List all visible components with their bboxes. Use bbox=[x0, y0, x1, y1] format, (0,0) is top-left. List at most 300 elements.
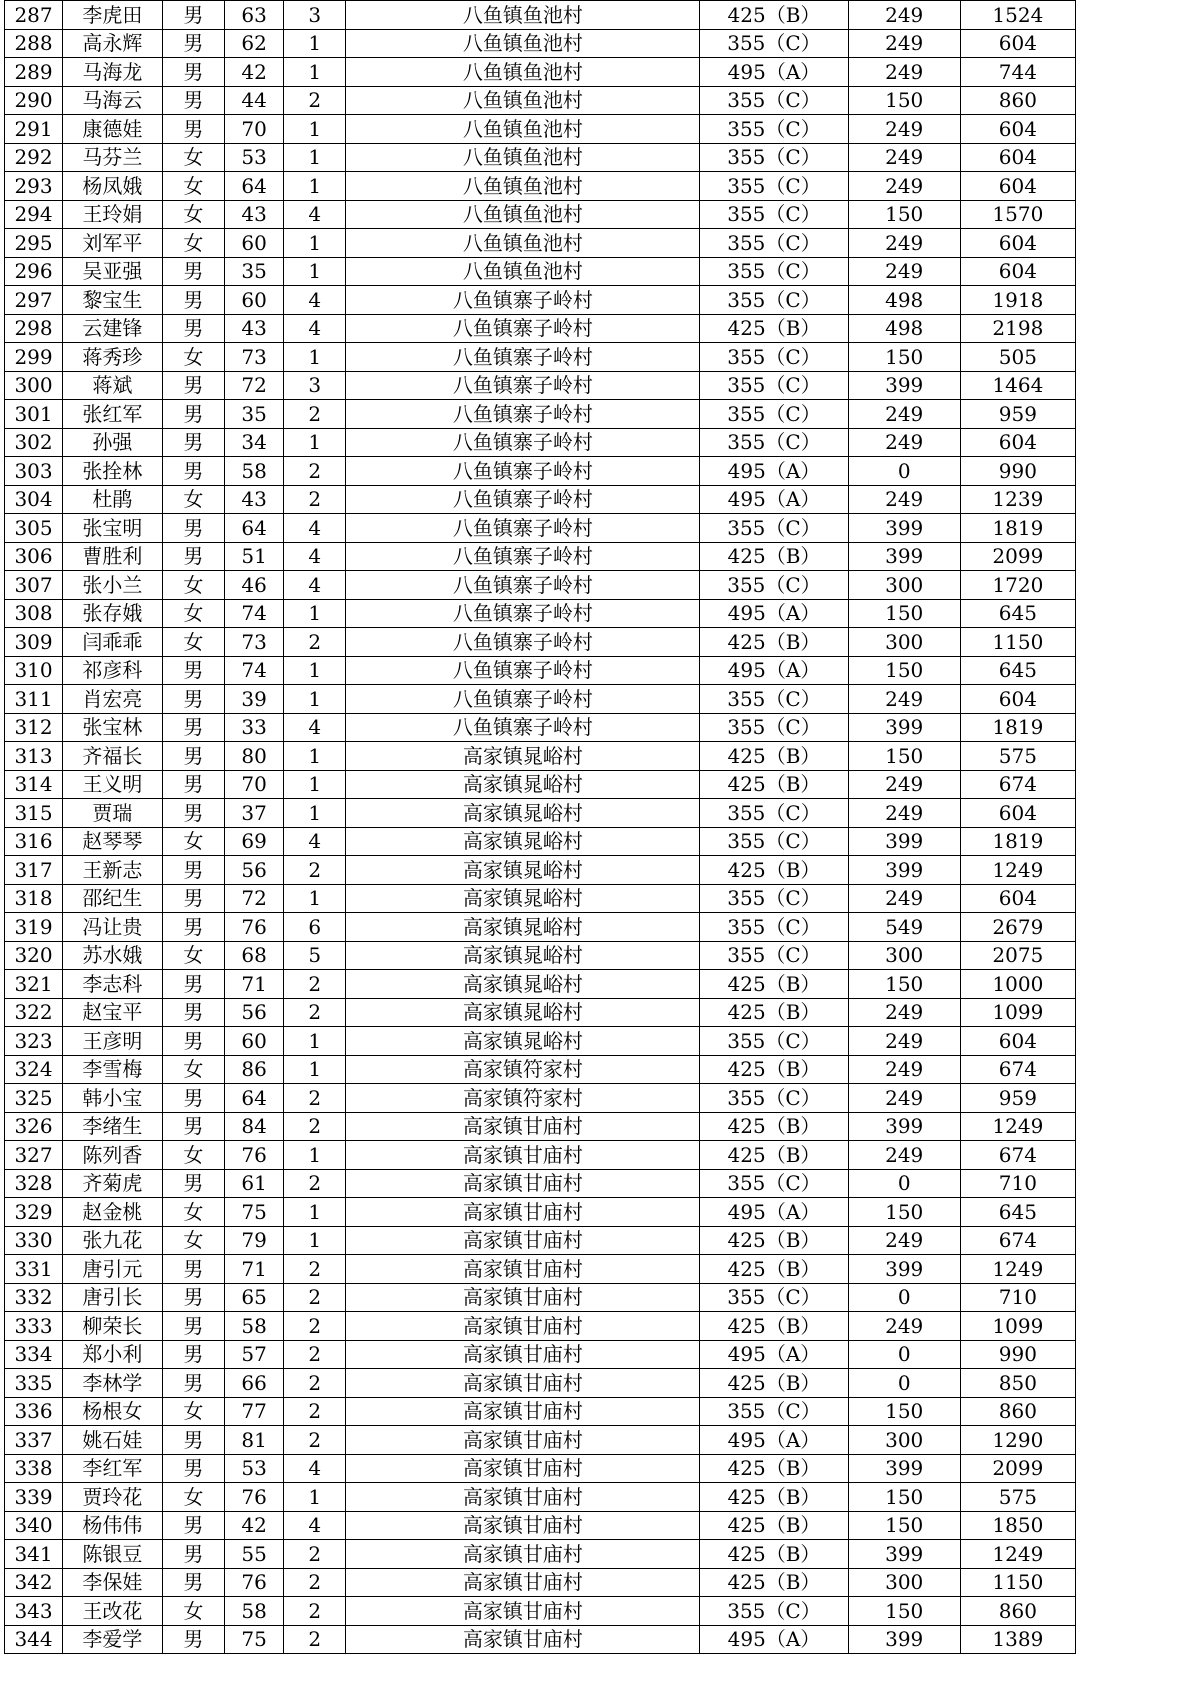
cell-household-size: 2 bbox=[284, 856, 346, 885]
cell-age: 76 bbox=[225, 913, 284, 942]
cell-grade: 355（C） bbox=[700, 514, 848, 543]
table-row bbox=[5, 1055, 1076, 1084]
cell-subsidy: 399 bbox=[848, 827, 960, 856]
cell-name: 杜鹃 bbox=[63, 485, 163, 514]
cell-row-number: 321 bbox=[5, 970, 63, 999]
cell-gender: 男 bbox=[162, 542, 224, 571]
table-row bbox=[5, 115, 1076, 144]
cell-grade: 355（C） bbox=[700, 884, 848, 913]
cell-village: 高家镇符家村 bbox=[346, 1055, 700, 1084]
cell-grade: 495（A） bbox=[700, 656, 848, 685]
cell-subsidy: 249 bbox=[848, 998, 960, 1027]
cell-grade: 425（B） bbox=[700, 970, 848, 999]
cell-gender: 男 bbox=[162, 1511, 224, 1540]
cell-household-size: 1 bbox=[284, 1027, 346, 1056]
cell-grade: 425（B） bbox=[700, 1540, 848, 1569]
cell-gender: 女 bbox=[162, 1226, 224, 1255]
cell-age: 35 bbox=[225, 257, 284, 286]
cell-row-number: 296 bbox=[5, 257, 63, 286]
cell-subsidy: 249 bbox=[848, 685, 960, 714]
cell-row-number: 307 bbox=[5, 571, 63, 600]
cell-village: 八鱼镇寨子岭村 bbox=[346, 343, 700, 372]
cell-age: 42 bbox=[225, 1511, 284, 1540]
cell-subsidy: 300 bbox=[848, 1568, 960, 1597]
cell-row-number: 289 bbox=[5, 58, 63, 87]
cell-village: 八鱼镇寨子岭村 bbox=[346, 571, 700, 600]
cell-gender: 女 bbox=[162, 172, 224, 201]
cell-subsidy: 249 bbox=[848, 1, 960, 30]
cell-grade: 355（C） bbox=[700, 143, 848, 172]
cell-name: 李志科 bbox=[63, 970, 163, 999]
cell-row-number: 320 bbox=[5, 941, 63, 970]
cell-subsidy: 399 bbox=[848, 1625, 960, 1654]
cell-village: 高家镇甘庙村 bbox=[346, 1340, 700, 1369]
cell-subsidy: 150 bbox=[848, 970, 960, 999]
cell-subsidy: 150 bbox=[848, 742, 960, 771]
cell-grade: 425（B） bbox=[700, 1483, 848, 1512]
table-row bbox=[5, 742, 1076, 771]
cell-subsidy: 150 bbox=[848, 1483, 960, 1512]
cell-subsidy: 249 bbox=[848, 29, 960, 58]
cell-village: 八鱼镇寨子岭村 bbox=[346, 514, 700, 543]
cell-subsidy: 549 bbox=[848, 913, 960, 942]
cell-row-number: 303 bbox=[5, 457, 63, 486]
table-row bbox=[5, 1483, 1076, 1512]
cell-gender: 男 bbox=[162, 1169, 224, 1198]
cell-household-size: 1 bbox=[284, 1055, 346, 1084]
cell-gender: 女 bbox=[162, 143, 224, 172]
cell-name: 齐福长 bbox=[63, 742, 163, 771]
cell-age: 56 bbox=[225, 998, 284, 1027]
cell-village: 高家镇晁峪村 bbox=[346, 856, 700, 885]
cell-name: 赵金桃 bbox=[63, 1198, 163, 1227]
cell-age: 76 bbox=[225, 1483, 284, 1512]
cell-row-number: 326 bbox=[5, 1112, 63, 1141]
data-table bbox=[4, 0, 1076, 1654]
cell-subsidy: 249 bbox=[848, 229, 960, 258]
cell-grade: 495（A） bbox=[700, 457, 848, 486]
cell-village: 高家镇甘庙村 bbox=[346, 1597, 700, 1626]
cell-total: 2679 bbox=[960, 913, 1075, 942]
cell-household-size: 2 bbox=[284, 86, 346, 115]
cell-grade: 355（C） bbox=[700, 172, 848, 201]
cell-total: 674 bbox=[960, 1141, 1075, 1170]
cell-gender: 女 bbox=[162, 1397, 224, 1426]
cell-gender: 男 bbox=[162, 1112, 224, 1141]
cell-row-number: 292 bbox=[5, 143, 63, 172]
cell-gender: 男 bbox=[162, 314, 224, 343]
table-row bbox=[5, 599, 1076, 628]
cell-age: 63 bbox=[225, 1, 284, 30]
cell-name: 陈银豆 bbox=[63, 1540, 163, 1569]
cell-subsidy: 249 bbox=[848, 1027, 960, 1056]
cell-village: 八鱼镇寨子岭村 bbox=[346, 371, 700, 400]
cell-row-number: 293 bbox=[5, 172, 63, 201]
cell-household-size: 4 bbox=[284, 200, 346, 229]
cell-age: 81 bbox=[225, 1426, 284, 1455]
cell-village: 高家镇甘庙村 bbox=[346, 1312, 700, 1341]
cell-subsidy: 399 bbox=[848, 1112, 960, 1141]
cell-grade: 355（C） bbox=[700, 913, 848, 942]
cell-name: 李红军 bbox=[63, 1454, 163, 1483]
table-row bbox=[5, 200, 1076, 229]
table-row bbox=[5, 1141, 1076, 1170]
cell-subsidy: 249 bbox=[848, 884, 960, 913]
cell-name: 马海龙 bbox=[63, 58, 163, 87]
cell-household-size: 2 bbox=[284, 485, 346, 514]
cell-grade: 355（C） bbox=[700, 941, 848, 970]
cell-village: 高家镇甘庙村 bbox=[346, 1226, 700, 1255]
cell-household-size: 1 bbox=[284, 229, 346, 258]
cell-gender: 女 bbox=[162, 827, 224, 856]
cell-household-size: 1 bbox=[284, 428, 346, 457]
cell-village: 八鱼镇寨子岭村 bbox=[346, 713, 700, 742]
table-row bbox=[5, 571, 1076, 600]
cell-gender: 男 bbox=[162, 514, 224, 543]
cell-household-size: 1 bbox=[284, 143, 346, 172]
cell-grade: 495（A） bbox=[700, 1625, 848, 1654]
table-row bbox=[5, 941, 1076, 970]
table-row bbox=[5, 998, 1076, 1027]
cell-row-number: 295 bbox=[5, 229, 63, 258]
cell-name: 张宝林 bbox=[63, 713, 163, 742]
cell-subsidy: 399 bbox=[848, 713, 960, 742]
cell-age: 74 bbox=[225, 599, 284, 628]
cell-village: 高家镇甘庙村 bbox=[346, 1369, 700, 1398]
cell-age: 77 bbox=[225, 1397, 284, 1426]
cell-subsidy: 150 bbox=[848, 1198, 960, 1227]
cell-total: 604 bbox=[960, 229, 1075, 258]
cell-name: 孙强 bbox=[63, 428, 163, 457]
cell-gender: 女 bbox=[162, 1597, 224, 1626]
cell-name: 肖宏亮 bbox=[63, 685, 163, 714]
cell-row-number: 332 bbox=[5, 1283, 63, 1312]
cell-gender: 女 bbox=[162, 628, 224, 657]
cell-age: 60 bbox=[225, 1027, 284, 1056]
cell-gender: 男 bbox=[162, 286, 224, 315]
cell-name: 苏水娥 bbox=[63, 941, 163, 970]
cell-grade: 425（B） bbox=[700, 1112, 848, 1141]
cell-subsidy: 399 bbox=[848, 371, 960, 400]
cell-subsidy: 150 bbox=[848, 1397, 960, 1426]
cell-age: 42 bbox=[225, 58, 284, 87]
cell-age: 37 bbox=[225, 799, 284, 828]
cell-total: 1720 bbox=[960, 571, 1075, 600]
cell-village: 八鱼镇寨子岭村 bbox=[346, 286, 700, 315]
cell-grade: 355（C） bbox=[700, 1597, 848, 1626]
cell-household-size: 1 bbox=[284, 29, 346, 58]
cell-gender: 男 bbox=[162, 1027, 224, 1056]
cell-age: 76 bbox=[225, 1568, 284, 1597]
cell-subsidy: 0 bbox=[848, 1169, 960, 1198]
cell-household-size: 2 bbox=[284, 628, 346, 657]
cell-row-number: 306 bbox=[5, 542, 63, 571]
cell-household-size: 2 bbox=[284, 1625, 346, 1654]
cell-name: 邵纪生 bbox=[63, 884, 163, 913]
cell-name: 蒋秀珍 bbox=[63, 343, 163, 372]
table-row bbox=[5, 1255, 1076, 1284]
cell-grade: 425（B） bbox=[700, 856, 848, 885]
cell-subsidy: 300 bbox=[848, 1426, 960, 1455]
cell-grade: 355（C） bbox=[700, 685, 848, 714]
cell-village: 八鱼镇寨子岭村 bbox=[346, 457, 700, 486]
cell-age: 64 bbox=[225, 172, 284, 201]
cell-gender: 男 bbox=[162, 86, 224, 115]
cell-row-number: 329 bbox=[5, 1198, 63, 1227]
cell-grade: 425（B） bbox=[700, 314, 848, 343]
cell-household-size: 2 bbox=[284, 1369, 346, 1398]
table-row bbox=[5, 1397, 1076, 1426]
cell-total: 744 bbox=[960, 58, 1075, 87]
cell-village: 八鱼镇寨子岭村 bbox=[346, 628, 700, 657]
cell-row-number: 298 bbox=[5, 314, 63, 343]
cell-age: 71 bbox=[225, 970, 284, 999]
cell-age: 51 bbox=[225, 542, 284, 571]
cell-gender: 男 bbox=[162, 1283, 224, 1312]
table-row bbox=[5, 371, 1076, 400]
cell-gender: 男 bbox=[162, 656, 224, 685]
cell-village: 高家镇甘庙村 bbox=[346, 1454, 700, 1483]
cell-total: 2099 bbox=[960, 1454, 1075, 1483]
cell-age: 68 bbox=[225, 941, 284, 970]
cell-name: 赵琴琴 bbox=[63, 827, 163, 856]
cell-village: 八鱼镇鱼池村 bbox=[346, 229, 700, 258]
cell-subsidy: 249 bbox=[848, 799, 960, 828]
table-row bbox=[5, 1, 1076, 30]
cell-grade: 495（A） bbox=[700, 1340, 848, 1369]
cell-row-number: 343 bbox=[5, 1597, 63, 1626]
cell-village: 八鱼镇寨子岭村 bbox=[346, 485, 700, 514]
cell-village: 高家镇晁峪村 bbox=[346, 913, 700, 942]
cell-gender: 女 bbox=[162, 571, 224, 600]
cell-name: 杨凤娥 bbox=[63, 172, 163, 201]
table-row bbox=[5, 1454, 1076, 1483]
cell-village: 八鱼镇鱼池村 bbox=[346, 58, 700, 87]
table-row bbox=[5, 428, 1076, 457]
cell-row-number: 311 bbox=[5, 685, 63, 714]
cell-name: 赵宝平 bbox=[63, 998, 163, 1027]
cell-name: 陈列香 bbox=[63, 1141, 163, 1170]
cell-grade: 495（A） bbox=[700, 58, 848, 87]
cell-total: 1099 bbox=[960, 998, 1075, 1027]
cell-total: 674 bbox=[960, 1055, 1075, 1084]
cell-gender: 男 bbox=[162, 58, 224, 87]
cell-age: 76 bbox=[225, 1141, 284, 1170]
table-row bbox=[5, 1112, 1076, 1141]
cell-subsidy: 249 bbox=[848, 115, 960, 144]
cell-grade: 425（B） bbox=[700, 998, 848, 1027]
cell-age: 43 bbox=[225, 485, 284, 514]
cell-household-size: 1 bbox=[284, 656, 346, 685]
cell-age: 44 bbox=[225, 86, 284, 115]
cell-grade: 355（C） bbox=[700, 286, 848, 315]
cell-name: 李爱学 bbox=[63, 1625, 163, 1654]
cell-grade: 355（C） bbox=[700, 1397, 848, 1426]
cell-gender: 男 bbox=[162, 371, 224, 400]
cell-gender: 男 bbox=[162, 1312, 224, 1341]
cell-age: 75 bbox=[225, 1198, 284, 1227]
cell-subsidy: 249 bbox=[848, 400, 960, 429]
cell-name: 康德娃 bbox=[63, 115, 163, 144]
cell-total: 959 bbox=[960, 1084, 1075, 1113]
cell-grade: 355（C） bbox=[700, 229, 848, 258]
cell-total: 505 bbox=[960, 343, 1075, 372]
table-row bbox=[5, 1312, 1076, 1341]
cell-subsidy: 150 bbox=[848, 656, 960, 685]
cell-household-size: 1 bbox=[284, 770, 346, 799]
cell-age: 64 bbox=[225, 1084, 284, 1113]
cell-total: 1819 bbox=[960, 514, 1075, 543]
cell-grade: 425（B） bbox=[700, 1369, 848, 1398]
cell-age: 74 bbox=[225, 656, 284, 685]
cell-village: 八鱼镇鱼池村 bbox=[346, 86, 700, 115]
cell-grade: 425（B） bbox=[700, 1, 848, 30]
cell-total: 1249 bbox=[960, 1112, 1075, 1141]
cell-gender: 男 bbox=[162, 1426, 224, 1455]
cell-subsidy: 249 bbox=[848, 1084, 960, 1113]
cell-village: 八鱼镇寨子岭村 bbox=[346, 656, 700, 685]
cell-name: 云建锋 bbox=[63, 314, 163, 343]
cell-grade: 425（B） bbox=[700, 542, 848, 571]
cell-age: 53 bbox=[225, 143, 284, 172]
cell-total: 1099 bbox=[960, 1312, 1075, 1341]
cell-gender: 男 bbox=[162, 799, 224, 828]
cell-gender: 男 bbox=[162, 1369, 224, 1398]
table-row bbox=[5, 628, 1076, 657]
cell-total: 604 bbox=[960, 257, 1075, 286]
cell-age: 79 bbox=[225, 1226, 284, 1255]
cell-name: 马芬兰 bbox=[63, 143, 163, 172]
cell-household-size: 1 bbox=[284, 1141, 346, 1170]
cell-name: 曹胜利 bbox=[63, 542, 163, 571]
cell-gender: 女 bbox=[162, 343, 224, 372]
cell-village: 高家镇晁峪村 bbox=[346, 941, 700, 970]
cell-total: 1150 bbox=[960, 628, 1075, 657]
cell-age: 72 bbox=[225, 371, 284, 400]
cell-row-number: 313 bbox=[5, 742, 63, 771]
cell-age: 43 bbox=[225, 314, 284, 343]
cell-village: 八鱼镇寨子岭村 bbox=[346, 400, 700, 429]
cell-household-size: 4 bbox=[284, 1454, 346, 1483]
cell-subsidy: 300 bbox=[848, 628, 960, 657]
cell-household-size: 2 bbox=[284, 1540, 346, 1569]
table-row bbox=[5, 1511, 1076, 1540]
cell-total: 990 bbox=[960, 457, 1075, 486]
cell-name: 马海云 bbox=[63, 86, 163, 115]
cell-name: 张九花 bbox=[63, 1226, 163, 1255]
cell-name: 李保娃 bbox=[63, 1568, 163, 1597]
cell-gender: 男 bbox=[162, 400, 224, 429]
cell-name: 郑小利 bbox=[63, 1340, 163, 1369]
cell-grade: 425（B） bbox=[700, 770, 848, 799]
cell-gender: 女 bbox=[162, 485, 224, 514]
cell-household-size: 2 bbox=[284, 998, 346, 1027]
cell-village: 八鱼镇鱼池村 bbox=[346, 29, 700, 58]
cell-village: 八鱼镇鱼池村 bbox=[346, 1, 700, 30]
cell-grade: 355（C） bbox=[700, 343, 848, 372]
cell-village: 高家镇晁峪村 bbox=[346, 998, 700, 1027]
cell-village: 高家镇甘庙村 bbox=[346, 1568, 700, 1597]
cell-name: 张拴林 bbox=[63, 457, 163, 486]
table-row bbox=[5, 713, 1076, 742]
cell-age: 73 bbox=[225, 628, 284, 657]
cell-gender: 男 bbox=[162, 856, 224, 885]
cell-village: 高家镇甘庙村 bbox=[346, 1112, 700, 1141]
cell-total: 1464 bbox=[960, 371, 1075, 400]
cell-name: 王义明 bbox=[63, 770, 163, 799]
cell-gender: 男 bbox=[162, 998, 224, 1027]
cell-village: 高家镇甘庙村 bbox=[346, 1483, 700, 1512]
cell-household-size: 3 bbox=[284, 371, 346, 400]
cell-household-size: 4 bbox=[284, 286, 346, 315]
cell-name: 闫乖乖 bbox=[63, 628, 163, 657]
cell-total: 604 bbox=[960, 143, 1075, 172]
cell-subsidy: 249 bbox=[848, 428, 960, 457]
table-body bbox=[5, 1, 1076, 1654]
cell-total: 604 bbox=[960, 172, 1075, 201]
cell-name: 唐引长 bbox=[63, 1283, 163, 1312]
cell-household-size: 3 bbox=[284, 1, 346, 30]
cell-row-number: 299 bbox=[5, 343, 63, 372]
cell-total: 1850 bbox=[960, 1511, 1075, 1540]
cell-household-size: 2 bbox=[284, 1340, 346, 1369]
cell-gender: 男 bbox=[162, 1625, 224, 1654]
cell-name: 黎宝生 bbox=[63, 286, 163, 315]
cell-gender: 女 bbox=[162, 941, 224, 970]
cell-name: 吴亚强 bbox=[63, 257, 163, 286]
cell-gender: 男 bbox=[162, 428, 224, 457]
table-row bbox=[5, 58, 1076, 87]
cell-total: 1819 bbox=[960, 713, 1075, 742]
cell-grade: 425（B） bbox=[700, 1055, 848, 1084]
cell-village: 高家镇符家村 bbox=[346, 1084, 700, 1113]
cell-name: 刘军平 bbox=[63, 229, 163, 258]
cell-name: 韩小宝 bbox=[63, 1084, 163, 1113]
cell-total: 2075 bbox=[960, 941, 1075, 970]
cell-row-number: 301 bbox=[5, 400, 63, 429]
cell-gender: 男 bbox=[162, 1340, 224, 1369]
table-row bbox=[5, 542, 1076, 571]
cell-grade: 495（A） bbox=[700, 1198, 848, 1227]
cell-row-number: 317 bbox=[5, 856, 63, 885]
cell-total: 860 bbox=[960, 1597, 1075, 1626]
cell-name: 张存娥 bbox=[63, 599, 163, 628]
cell-age: 80 bbox=[225, 742, 284, 771]
cell-age: 86 bbox=[225, 1055, 284, 1084]
cell-village: 八鱼镇寨子岭村 bbox=[346, 685, 700, 714]
cell-subsidy: 150 bbox=[848, 200, 960, 229]
cell-grade: 355（C） bbox=[700, 827, 848, 856]
cell-grade: 495（A） bbox=[700, 599, 848, 628]
cell-total: 860 bbox=[960, 86, 1075, 115]
cell-grade: 355（C） bbox=[700, 400, 848, 429]
cell-row-number: 341 bbox=[5, 1540, 63, 1569]
table-row bbox=[5, 343, 1076, 372]
cell-age: 35 bbox=[225, 400, 284, 429]
cell-row-number: 330 bbox=[5, 1226, 63, 1255]
cell-village: 高家镇甘庙村 bbox=[346, 1397, 700, 1426]
cell-gender: 男 bbox=[162, 29, 224, 58]
cell-village: 八鱼镇鱼池村 bbox=[346, 172, 700, 201]
cell-gender: 男 bbox=[162, 742, 224, 771]
cell-grade: 355（C） bbox=[700, 1084, 848, 1113]
cell-row-number: 300 bbox=[5, 371, 63, 400]
cell-household-size: 2 bbox=[284, 1568, 346, 1597]
cell-village: 八鱼镇鱼池村 bbox=[346, 143, 700, 172]
table-row bbox=[5, 1625, 1076, 1654]
cell-subsidy: 498 bbox=[848, 286, 960, 315]
cell-row-number: 308 bbox=[5, 599, 63, 628]
